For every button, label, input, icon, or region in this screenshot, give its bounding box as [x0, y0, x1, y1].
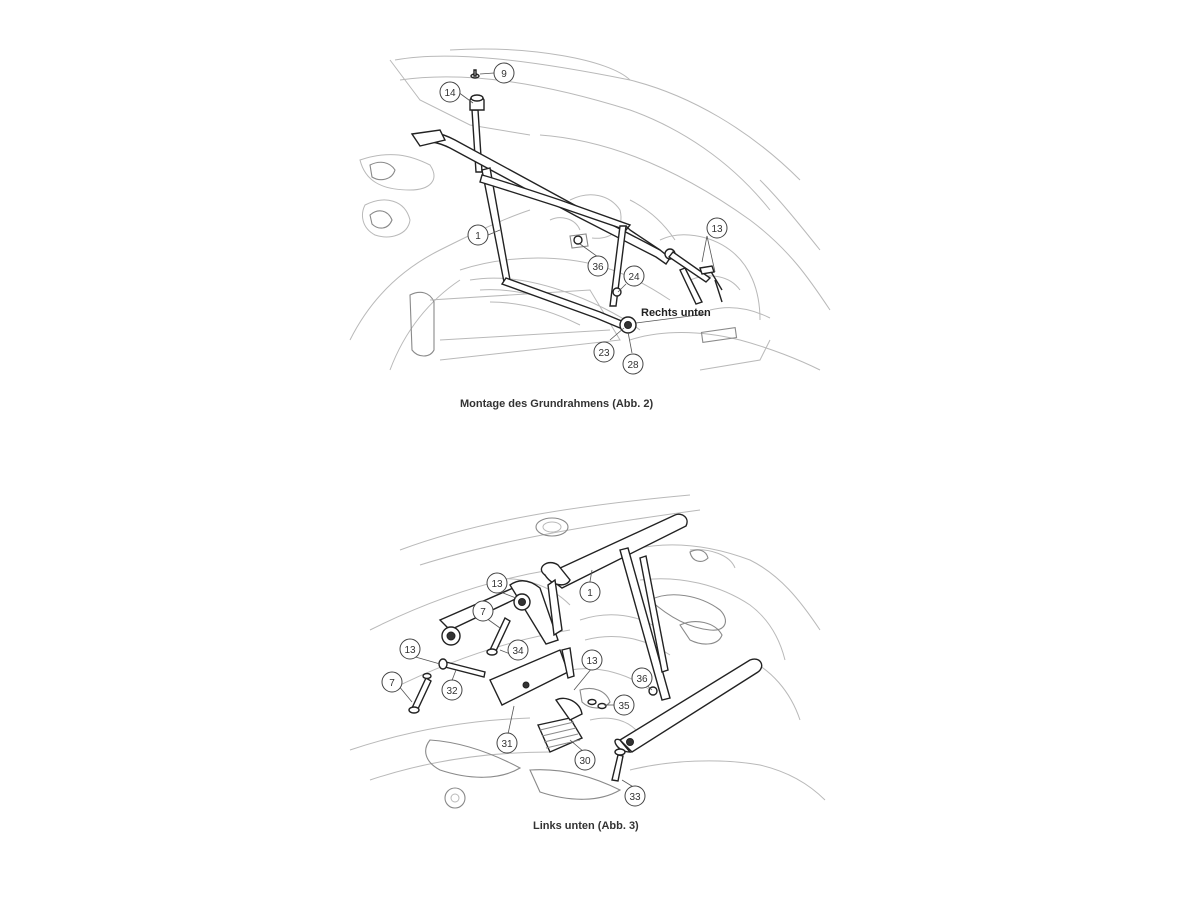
- svg-text:28: 28: [627, 360, 639, 371]
- svg-text:14: 14: [444, 88, 456, 99]
- callout-7-left: [382, 672, 402, 692]
- callout-13-upper: [487, 573, 507, 593]
- callout-28: [623, 354, 643, 374]
- base-frame-rails: [412, 95, 670, 328]
- svg-text:1: 1: [475, 231, 481, 242]
- svg-text:1: 1: [587, 588, 593, 599]
- svg-text:36: 36: [636, 674, 648, 685]
- callout-30: [575, 750, 595, 770]
- frame-rails-bottom: [440, 514, 762, 752]
- svg-text:32: 32: [446, 686, 458, 697]
- callout-1: [468, 225, 488, 245]
- callout-13-left: [400, 639, 420, 659]
- hardware-parts-top: [471, 70, 722, 333]
- caption-abb-2: Montage des Grundrahmens (Abb. 2): [460, 398, 654, 410]
- callout-23: [594, 342, 614, 362]
- svg-text:7: 7: [389, 678, 395, 689]
- callout-35: [614, 695, 634, 715]
- caption-abb-3: Links unten (Abb. 3): [533, 820, 639, 832]
- callout-32: [442, 680, 462, 700]
- svg-text:13: 13: [586, 656, 598, 667]
- callout-1: [580, 582, 600, 602]
- label-rechts-unten: Rechts unten: [641, 307, 711, 319]
- callout-13-mid: [582, 650, 602, 670]
- svg-text:13: 13: [491, 579, 503, 590]
- callout-36: [588, 256, 608, 276]
- figure-base-frame-assembly: [330, 40, 850, 380]
- callout-7-upper: [473, 601, 493, 621]
- callout-14: [440, 82, 460, 102]
- callout-33: [625, 786, 645, 806]
- svg-text:34: 34: [512, 646, 524, 657]
- svg-text:13: 13: [711, 224, 723, 235]
- svg-text:35: 35: [618, 701, 630, 712]
- callout-34: [508, 640, 528, 660]
- callout-31: [497, 733, 517, 753]
- callout-9: [494, 63, 514, 83]
- svg-text:24: 24: [628, 272, 640, 283]
- svg-text:36: 36: [592, 262, 604, 273]
- svg-text:33: 33: [629, 792, 641, 803]
- svg-text:9: 9: [501, 69, 507, 80]
- svg-text:7: 7: [480, 607, 486, 618]
- callout-36: [632, 668, 652, 688]
- drawing-base-frame: [330, 40, 850, 380]
- svg-text:31: 31: [501, 739, 513, 750]
- motorcycle-sketch-top: [350, 49, 830, 370]
- drawing-left-lower: [330, 490, 850, 815]
- callout-13: [707, 218, 727, 238]
- svg-text:23: 23: [598, 348, 610, 359]
- callout-24: [624, 266, 644, 286]
- figure-left-lower: [330, 490, 850, 815]
- svg-text:30: 30: [579, 756, 591, 767]
- svg-text:13: 13: [404, 645, 416, 656]
